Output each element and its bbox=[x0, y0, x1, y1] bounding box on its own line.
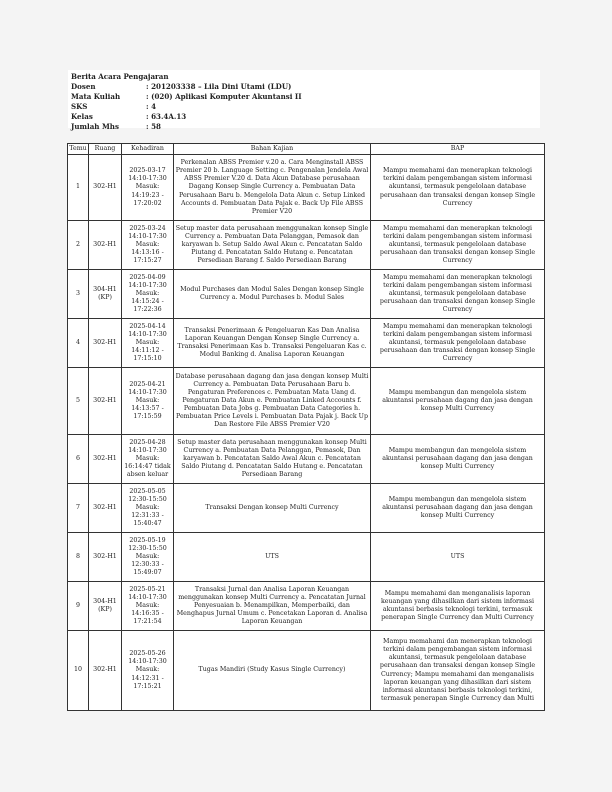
cell-bahan-kajian: Transaksi Penerimaan & Pengeluaran Kas Dan Analisa Laporan Keuangan Dengan Konsep Single Currency a. Transaksi Penerimaan Kas b. Transaksi Pengeluaran Kas c. Modul Banking d. Analisa Laporan Keuangan bbox=[174, 319, 371, 368]
cell-bap: Mampu memahami dan menerapkan teknologi terkini dalam pengembangan sistem informasi akuntansi, termasuk pengelolaan database perusahaan dan transaksi dengan konsep Single Currency bbox=[371, 319, 545, 368]
table-row bbox=[68, 484, 545, 533]
table-row bbox=[68, 155, 545, 221]
header-row-kelas bbox=[71, 112, 537, 122]
report-title: Berita Acara Pengajaran bbox=[71, 72, 169, 81]
header-row-sks bbox=[71, 102, 537, 112]
cell-kehadiran: 2025-05-05 12:30-15:50 Masuk: 12:31:33 - 15:40:47 bbox=[122, 484, 174, 533]
cell-temu: 4 bbox=[68, 319, 89, 368]
cell-temu: 1 bbox=[68, 155, 89, 221]
cell-ruang: 302-H1 bbox=[89, 484, 122, 533]
table-row bbox=[68, 368, 545, 435]
column-header-bap: BAP bbox=[371, 144, 545, 155]
cell-bap: Mampu membangun dan mengelola sistem akuntansi perusahaan dagang dan jasa dengan konsep Multi Currency bbox=[371, 435, 545, 484]
cell-kehadiran: 2025-05-26 14:10-17:30 Masuk: 14:12:31 - 17:15:21 bbox=[122, 631, 174, 711]
table-row bbox=[68, 270, 545, 319]
cell-bahan-kajian: Tugas Mandiri (Study Kasus Single Currency) bbox=[174, 631, 371, 711]
header-row-jumlah-mhs bbox=[71, 122, 537, 132]
header-value: : (020) Aplikasi Komputer Akuntansi II bbox=[146, 92, 302, 101]
header-label: Dosen bbox=[71, 82, 96, 91]
header-label: Kelas bbox=[71, 112, 93, 121]
cell-bap: UTS bbox=[371, 533, 545, 582]
cell-bap: Mampu memahami dan menerapkan teknologi terkini dalam pengembangan sistem informasi akuntansi, termasuk pengelolaan database perusahaan dan transaksi dengan konsep Single Currency bbox=[371, 155, 545, 221]
header-label: Jumlah Mhs bbox=[71, 122, 119, 131]
cell-ruang: 302-H1 bbox=[89, 221, 122, 270]
cell-ruang: 302-H1 bbox=[89, 368, 122, 435]
table-row bbox=[68, 221, 545, 270]
cell-kehadiran: 2025-04-14 14:10-17:30 Masuk: 14:11:12 - 17:15:10 bbox=[122, 319, 174, 368]
column-header-ruang: Ruang bbox=[89, 144, 122, 155]
cell-temu: 9 bbox=[68, 582, 89, 631]
cell-temu: 8 bbox=[68, 533, 89, 582]
header-value: : 58 bbox=[146, 122, 161, 131]
header-row-mata-kuliah bbox=[71, 92, 537, 102]
cell-temu: 7 bbox=[68, 484, 89, 533]
cell-bahan-kajian: Database perusahaan dagang dan jasa dengan konsep Multi Currency a. Pembuatan Data Perusahaan Baru b. Pengaturan Preferences c. Pembuatan Mata Uang d. Pengaturan Data Akun e. Pembuatan Linked Accounts f. Pembuatan Data Jobs g. Pembuatan Data Categories h. Pembuatan Price Levels i. Pembuatan Data Pajak j. Back Up Dan Restore File ABSS Premier V20 bbox=[174, 368, 371, 435]
cell-ruang: 302-H1 bbox=[89, 319, 122, 368]
cell-temu: 6 bbox=[68, 435, 89, 484]
cell-bahan-kajian: Setup master data perusahaan menggunakan konsep Multi Currency a. Pembuatan Data Pelanggan, Pemasok, Dan karyawan b. Pencatatan Saldo Awal Akun c. Pencatatan Saldo Piutang d. Pencatatan Saldo Hutang e. Pencatatan Persediaan Barang bbox=[174, 435, 371, 484]
table-row bbox=[68, 533, 545, 582]
report-header bbox=[68, 70, 540, 131]
cell-ruang: 304-H1 (KP) bbox=[89, 582, 122, 631]
attendance-table bbox=[67, 143, 545, 711]
cell-kehadiran: 2025-04-21 14:10-17:30 Masuk: 14:13:57 - 17:15:59 bbox=[122, 368, 174, 435]
cell-ruang: 302-H1 bbox=[89, 631, 122, 711]
table-row bbox=[68, 582, 545, 631]
cell-bahan-kajian: Setup master data perusahaan menggunakan konsep Single Currency a. Pembuatan Data Pelanggan, Pemasok dan karyawan b. Setup Saldo Awal Akun c. Pencatatan Saldo Piutang d. Pencatatan Saldo Hutang e. Pencatatan Persediaan Barang f. Saldo Persediaan Barang bbox=[174, 221, 371, 270]
cell-bap: Mampu memahami dan menganalisis laporan keuangan yang dihasilkan dari sistem informasi akuntansi berbasis teknologi terkini, termasuk penerapan Single Currency dan Multi Currency bbox=[371, 582, 545, 631]
header-label: SKS bbox=[71, 102, 88, 111]
cell-ruang: 302-H1 bbox=[89, 533, 122, 582]
cell-bap: Mampu membangun dan mengelola sistem akuntansi perusahaan dagang dan jasa dengan konsep Multi Currency bbox=[371, 484, 545, 533]
cell-bahan-kajian: Transaksi Dengan konsep Multi Currency bbox=[174, 484, 371, 533]
cell-bap: Mampu membangun dan mengelola sistem akuntansi perusahaan dagang dan jasa dengan konsep Multi Currency bbox=[371, 368, 545, 435]
cell-bahan-kajian: UTS bbox=[174, 533, 371, 582]
cell-ruang: 302-H1 bbox=[89, 435, 122, 484]
cell-temu: 3 bbox=[68, 270, 89, 319]
cell-bap: Mampu memahami dan menerapkan teknologi terkini dalam pengembangan sistem informasi akuntansi, termasuk pengelolaan database perusahaan dan transaksi dengan konsep Single Currency bbox=[371, 221, 545, 270]
cell-kehadiran: 2025-04-09 14:10-17:30 Masuk: 14:15:24 - 17:22:36 bbox=[122, 270, 174, 319]
cell-ruang: 304-H1 (KP) bbox=[89, 270, 122, 319]
header-row-dosen bbox=[71, 82, 537, 92]
header-value: : 4 bbox=[146, 102, 157, 111]
cell-temu: 10 bbox=[68, 631, 89, 711]
header-value: : 201203338 – Lila Dini Utami (LDU) bbox=[146, 82, 292, 91]
table-header-row bbox=[68, 144, 545, 155]
cell-bahan-kajian: Modul Purchases dan Modul Sales Dengan konsep Single Currency a. Modul Purchases b. Modul Sales bbox=[174, 270, 371, 319]
table-row bbox=[68, 435, 545, 484]
cell-bahan-kajian: Perkenalan ABSS Premier v.20 a. Cara Menginstall ABSS Premier 20 b. Language Setting c. Pengenalan Jendela Awal ABSS Premier V.20 d. Data Akun Database perusahaan Dagang Konsep Single Currency a. Pembuatan Data Perusahaan Baru b. Mengelola Data Akun c. Setup Linked Accounts d. Pembuatan Data Pajak e. Back Up File ABSS Premier V20 bbox=[174, 155, 371, 221]
cell-bahan-kajian: Transaksi Jurnal dan Analisa Laporan Keuangan menggunakan konsep Multi Currency a. Pencatatan Jurnal Penyesuaian b. Menampilkan, Memperbaiki, dan Menghapus Jurnal Umum c. Pencetakan Laporan d. Analisa Laporan Keuangan bbox=[174, 582, 371, 631]
cell-ruang: 302-H1 bbox=[89, 155, 122, 221]
header-label: Mata Kuliah bbox=[71, 92, 121, 101]
column-header-bahan-kajian: Bahan Kajian bbox=[174, 144, 371, 155]
cell-bap: Mampu memahami dan menerapkan teknologi terkini dalam pengembangan sistem informasi akuntansi, termasuk pengelolaan database perusahaan dan transaksi dengan konsep Single Currency bbox=[371, 270, 545, 319]
cell-kehadiran: 2025-04-28 14:10-17:30 Masuk: 16:14:47 tidak absen keluar bbox=[122, 435, 174, 484]
cell-kehadiran: 2025-03-24 14:10-17:30 Masuk: 14:13:16 - 17:15:27 bbox=[122, 221, 174, 270]
cell-kehadiran: 2025-05-19 12:30-15:50 Masuk: 12:30:33 - 15:49:07 bbox=[122, 533, 174, 582]
cell-temu: 2 bbox=[68, 221, 89, 270]
cell-kehadiran: 2025-03-17 14:10-17:30 Masuk: 14:19:23 - 17:20:02 bbox=[122, 155, 174, 221]
cell-temu: 5 bbox=[68, 368, 89, 435]
column-header-temu: Temu bbox=[68, 144, 89, 155]
header-value: : 63.4A.13 bbox=[146, 112, 187, 121]
table-row bbox=[68, 631, 545, 711]
cell-kehadiran: 2025-05-21 14:10-17:30 Masuk: 14:16:35 - 17:21:54 bbox=[122, 582, 174, 631]
table-row bbox=[68, 319, 545, 368]
column-header-kehadiran: Kehadiran bbox=[122, 144, 174, 155]
cell-bap: Mampu memahami dan menerapkan teknologi terkini dalam pengembangan sistem informasi akuntansi, termasuk pengelolaan database perusahaan dan transaksi dengan konsep Single Currency; Mampu memahami dan menganalisis laporan keuangan yang dihasilkan dari sistem informasi akuntansi berbasis teknologi terkini, termasuk penerapan Single Currency dan Multi bbox=[371, 631, 545, 711]
